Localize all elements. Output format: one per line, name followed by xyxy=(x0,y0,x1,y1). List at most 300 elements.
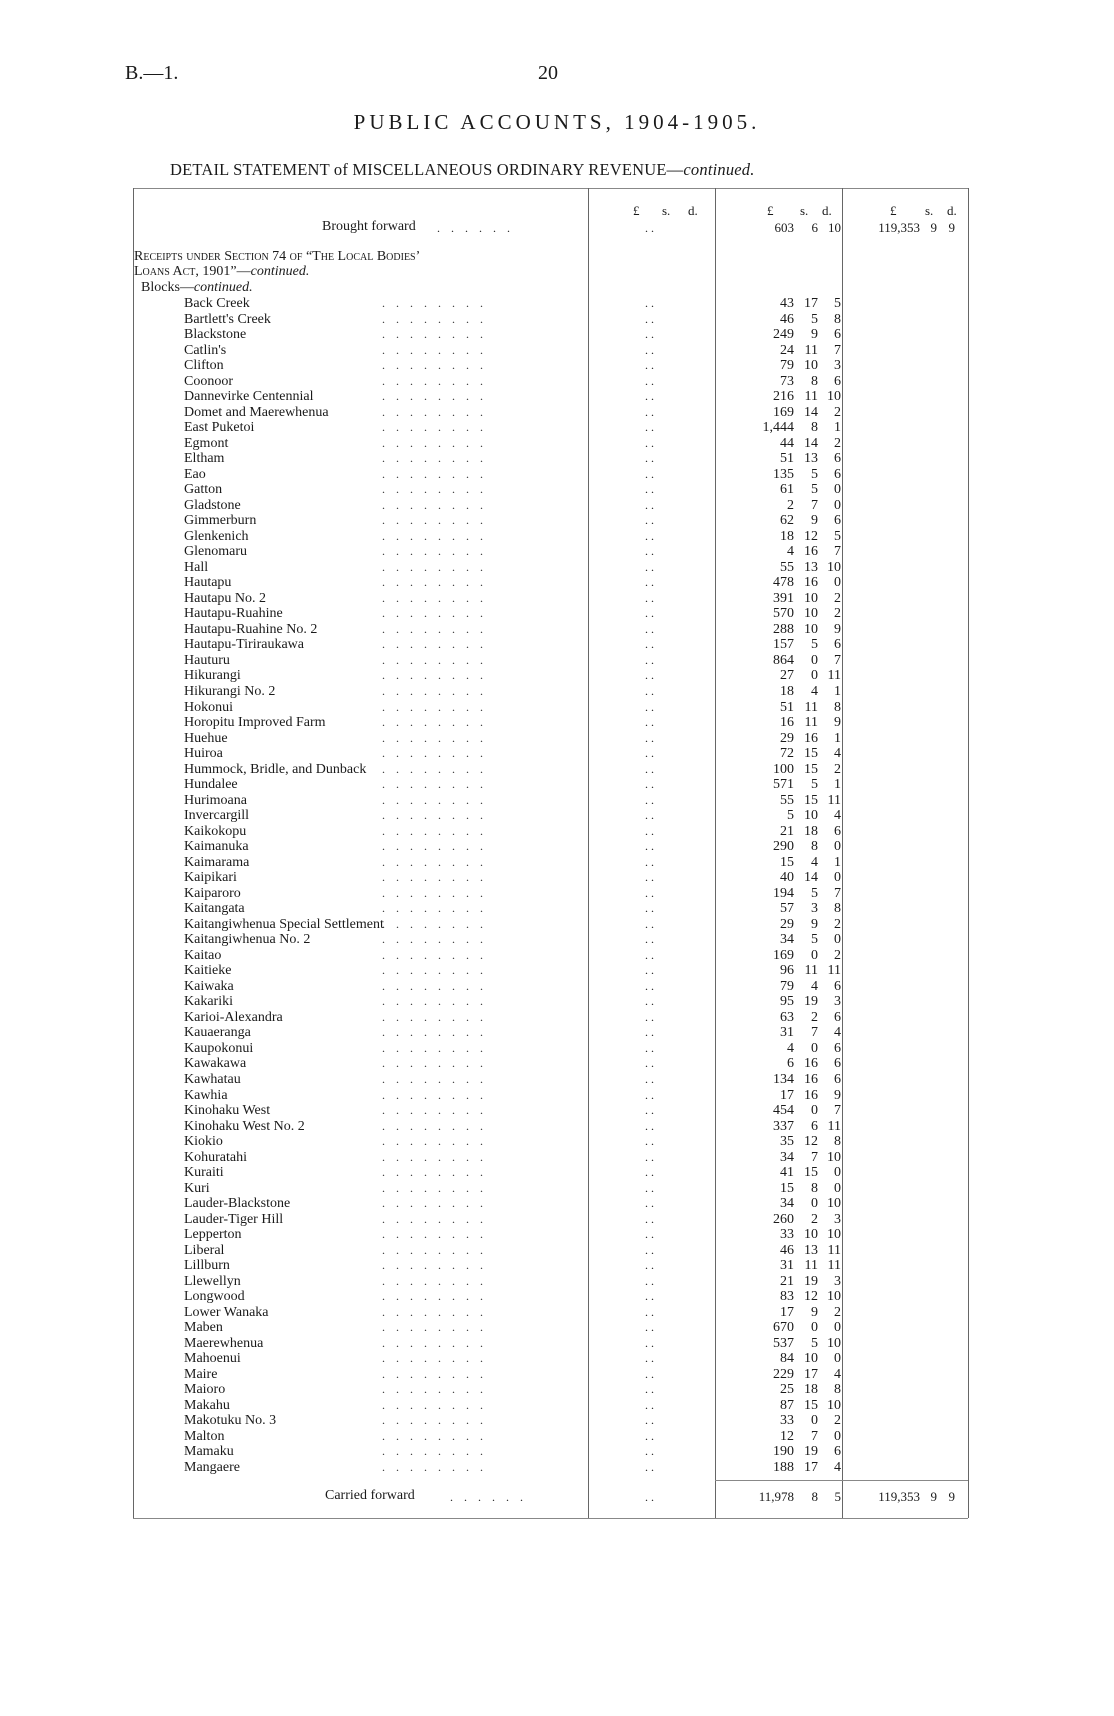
block-shillings: 14 xyxy=(804,404,818,420)
row-col1-blank: . . xyxy=(645,435,654,450)
block-pence: 7 xyxy=(834,544,841,560)
block-pence: 11 xyxy=(827,963,841,979)
page-number: 20 xyxy=(538,62,558,84)
block-shillings: 7 xyxy=(811,1149,818,1165)
brought-forward-col3-pounds: 119,353 xyxy=(878,220,920,235)
brought-forward-label: Brought forward xyxy=(322,219,416,234)
row-col1-blank: . . xyxy=(645,606,654,621)
row-col1-blank: . . xyxy=(645,420,654,435)
block-pounds: 157 xyxy=(773,637,794,653)
row-col1-blank: . . xyxy=(645,1397,654,1412)
block-pence: 8 xyxy=(834,1134,841,1150)
block-pence: 6 xyxy=(834,1040,841,1056)
block-pence: 6 xyxy=(834,451,841,467)
block-shillings: 0 xyxy=(811,652,818,668)
block-pence: 1 xyxy=(834,420,841,436)
row-leader: . . . . . . . . xyxy=(382,435,487,450)
row-leader: . . . . . . . . xyxy=(382,1180,487,1195)
row-leader: . . . . . . . . xyxy=(382,652,487,667)
block-pounds: 21 xyxy=(780,1273,794,1289)
row-leader: . . . . . . . . xyxy=(382,746,487,761)
block-pence: 10 xyxy=(827,389,841,405)
table-row xyxy=(0,451,1114,467)
row-leader: . . . . . . . . xyxy=(382,823,487,838)
row-leader: . . . . . . . . xyxy=(382,342,487,357)
table-row xyxy=(0,932,1114,948)
table-row xyxy=(0,901,1114,917)
block-pounds: 2 xyxy=(787,497,794,513)
block-shillings: 9 xyxy=(811,513,818,529)
row-leader: . . . . . . . . xyxy=(382,916,487,931)
row-leader: . . . . . . . . xyxy=(382,1289,487,1304)
block-pence: 5 xyxy=(834,296,841,311)
block-pence: 4 xyxy=(834,808,841,824)
row-col1-blank: . . xyxy=(645,1180,654,1195)
block-name: Kiokio xyxy=(184,1134,223,1150)
table-row xyxy=(0,513,1114,529)
block-name: Hurimoana xyxy=(184,792,247,808)
block-shillings: 8 xyxy=(811,420,818,436)
table-row xyxy=(0,1320,1114,1336)
block-pounds: 135 xyxy=(773,466,794,482)
block-shillings: 4 xyxy=(811,978,818,994)
table-row xyxy=(0,544,1114,560)
block-pence: 5 xyxy=(834,528,841,544)
row-leader: . . . . . . . . xyxy=(382,1103,487,1118)
block-name: Lillburn xyxy=(184,1258,230,1274)
block-name: Kuri xyxy=(184,1180,210,1196)
carried-forward-col2-shillings: 8 xyxy=(811,1489,818,1504)
block-pounds: 29 xyxy=(780,916,794,932)
row-leader: . . . . . . . . xyxy=(382,1149,487,1164)
block-name: Huehue xyxy=(184,730,228,746)
block-name: Hummock, Bridle, and Dunback xyxy=(184,761,367,777)
col2-pence-header: d. xyxy=(822,203,832,218)
row-leader: . . . . . . . . xyxy=(382,885,487,900)
block-pounds: 95 xyxy=(780,994,794,1010)
row-leader: . . . . . . . . xyxy=(382,1134,487,1149)
block-pounds: 27 xyxy=(780,668,794,684)
block-pounds: 4 xyxy=(787,1040,794,1056)
block-pence: 9 xyxy=(834,715,841,731)
block-pounds: 21 xyxy=(780,823,794,839)
table-row xyxy=(0,405,1114,421)
block-shillings: 6 xyxy=(811,1118,818,1134)
block-pounds: 33 xyxy=(780,1227,794,1243)
block-pence: 8 xyxy=(834,901,841,917)
row-leader: . . . . . . . . xyxy=(382,327,487,342)
block-pence: 8 xyxy=(834,1382,841,1398)
row-col1-blank: . . xyxy=(645,1382,654,1397)
row-leader: . . . . . . . . xyxy=(382,637,487,652)
block-pence: 0 xyxy=(834,1428,841,1444)
block-pounds: 34 xyxy=(780,1196,794,1212)
table-row xyxy=(0,560,1114,576)
block-shillings: 16 xyxy=(804,730,818,746)
block-name: Kawakawa xyxy=(184,1056,247,1072)
table-row xyxy=(0,374,1114,390)
block-name: Kinohaku West No. 2 xyxy=(184,1118,305,1134)
block-name: Malton xyxy=(184,1428,225,1444)
block-pence: 11 xyxy=(827,1258,841,1274)
row-col1-blank: . . xyxy=(645,978,654,993)
row-leader: . . . . . . . . xyxy=(382,668,487,683)
block-pence: 0 xyxy=(834,1180,841,1196)
row-leader: . . . . . . . . xyxy=(382,1040,487,1055)
row-col1-blank: . . xyxy=(645,839,654,854)
row-col1-blank: . . xyxy=(645,932,654,947)
row-col1-blank: . . xyxy=(645,792,654,807)
block-shillings: 0 xyxy=(811,1040,818,1056)
row-col1-blank: . . xyxy=(645,1196,654,1211)
row-col1-blank: . . xyxy=(645,1040,654,1055)
row-leader: . . . . . . . . xyxy=(382,870,487,885)
subtitle-italic: continued. xyxy=(683,160,755,179)
block-shillings: 8 xyxy=(811,839,818,855)
block-shillings: 0 xyxy=(811,1196,818,1212)
table-row xyxy=(0,808,1114,824)
block-pounds: 43 xyxy=(780,296,794,311)
block-pounds: 51 xyxy=(780,451,794,467)
block-name: Karioi-Alexandra xyxy=(184,1009,283,1025)
table-row xyxy=(0,312,1114,328)
section-subheading-italic: continued. xyxy=(193,280,253,295)
block-pence: 10 xyxy=(827,1335,841,1351)
table-row xyxy=(0,1181,1114,1197)
row-col1-blank: . . xyxy=(645,994,654,1009)
carried-forward-col3-pounds: 119,353 xyxy=(878,1489,920,1504)
block-name: Mahoenui xyxy=(184,1351,241,1367)
row-leader: . . . . . . . . xyxy=(382,947,487,962)
carried-forward-col3-pence: 9 xyxy=(948,1489,955,1504)
row-col1-blank: . . xyxy=(645,1320,654,1335)
carried-forward-leader: . . . . . . xyxy=(450,1490,527,1504)
block-pence: 4 xyxy=(834,1366,841,1382)
brought-forward-col3-shillings: 9 xyxy=(930,220,937,235)
block-pounds: 537 xyxy=(773,1335,794,1351)
section-subheading-main: Blocks— xyxy=(141,280,194,295)
block-pence: 7 xyxy=(834,342,841,358)
block-name: Kaimanuka xyxy=(184,839,249,855)
block-shillings: 15 xyxy=(804,761,818,777)
block-name: Eao xyxy=(184,466,206,482)
table-row xyxy=(0,839,1114,855)
block-pounds: 4 xyxy=(787,544,794,560)
block-shillings: 10 xyxy=(804,606,818,622)
block-shillings: 11 xyxy=(804,1258,818,1274)
block-shillings: 0 xyxy=(811,1320,818,1336)
block-pence: 2 xyxy=(834,606,841,622)
table-row xyxy=(0,1336,1114,1352)
row-col1-blank: . . xyxy=(645,1304,654,1319)
col2-shillings-header: s. xyxy=(800,203,809,218)
table-row xyxy=(0,1305,1114,1321)
row-leader: . . . . . . . . xyxy=(382,544,487,559)
col1-shillings-header: s. xyxy=(662,203,671,218)
block-shillings: 10 xyxy=(804,358,818,374)
row-col1-blank: . . xyxy=(645,528,654,543)
row-leader: . . . . . . . . xyxy=(382,777,487,792)
block-name: Hall xyxy=(184,559,209,575)
block-name: Hauturu xyxy=(184,652,230,668)
table-row xyxy=(0,358,1114,374)
block-name: Gimmerburn xyxy=(184,513,257,529)
block-name: Longwood xyxy=(184,1289,245,1305)
row-leader: . . . . . . . . xyxy=(382,730,487,745)
table-row xyxy=(0,389,1114,405)
block-pence: 3 xyxy=(834,994,841,1010)
block-pounds: 16 xyxy=(780,715,794,731)
block-pence: 6 xyxy=(834,513,841,529)
block-pence: 0 xyxy=(834,870,841,886)
row-col1-blank: . . xyxy=(645,668,654,683)
block-pounds: 260 xyxy=(773,1211,794,1227)
block-pence: 10 xyxy=(827,1227,841,1243)
row-leader: . . . . . . . . xyxy=(382,590,487,605)
block-name: Lauder-Tiger Hill xyxy=(184,1211,284,1227)
block-pence: 11 xyxy=(827,1118,841,1134)
row-leader: . . . . . . . . xyxy=(382,1382,487,1397)
table-row xyxy=(0,824,1114,840)
table-row xyxy=(0,1088,1114,1104)
block-shillings: 7 xyxy=(811,1428,818,1444)
table-row xyxy=(0,1196,1114,1212)
block-pounds: 46 xyxy=(780,311,794,327)
block-name: Eltham xyxy=(184,451,225,467)
row-col1-blank: . . xyxy=(645,947,654,962)
block-name: Blackstone xyxy=(184,327,247,343)
row-leader: . . . . . . . . xyxy=(382,808,487,823)
carried-forward-label: Carried forward xyxy=(325,1488,415,1503)
block-pence: 2 xyxy=(834,435,841,451)
block-shillings: 7 xyxy=(811,497,818,513)
block-shillings: 15 xyxy=(804,1165,818,1181)
row-col1-blank: . . xyxy=(645,637,654,652)
table-row xyxy=(0,653,1114,669)
block-shillings: 11 xyxy=(804,342,818,358)
row-leader: . . . . . . . . xyxy=(382,699,487,714)
table-row xyxy=(0,1103,1114,1119)
block-pence: 2 xyxy=(834,916,841,932)
block-pounds: 83 xyxy=(780,1289,794,1305)
block-shillings: 17 xyxy=(804,296,818,311)
row-leader: . . . . . . . . xyxy=(382,606,487,621)
row-col1-blank: . . xyxy=(645,761,654,776)
row-col1-blank: . . xyxy=(645,652,654,667)
block-pence: 10 xyxy=(827,1196,841,1212)
table-row xyxy=(0,1351,1114,1367)
page-title: PUBLIC ACCOUNTS, 1904-1905. xyxy=(353,110,761,134)
block-pence: 4 xyxy=(834,1025,841,1041)
block-name: Invercargill xyxy=(184,808,250,824)
table-row xyxy=(0,1460,1114,1476)
block-pounds: 290 xyxy=(773,839,794,855)
block-pence: 2 xyxy=(834,761,841,777)
row-col1-blank: . . xyxy=(645,777,654,792)
block-name: Kawhatau xyxy=(184,1072,241,1087)
block-name: Catlin's xyxy=(184,342,227,358)
block-name: Kaitangiwhenua Special Settlement xyxy=(184,916,384,932)
row-leader: . . . . . . . . xyxy=(382,1009,487,1024)
row-col1-blank: . . xyxy=(645,1351,654,1366)
block-pence: 1 xyxy=(834,777,841,793)
row-col1-blank: . . xyxy=(645,1056,654,1071)
carried-forward-col2-pence: 5 xyxy=(834,1489,841,1504)
block-shillings: 0 xyxy=(811,1413,818,1429)
row-col1-blank: . . xyxy=(645,1428,654,1443)
row-leader: . . . . . . . . xyxy=(382,1025,487,1040)
table-row xyxy=(0,793,1114,809)
table-row xyxy=(0,1056,1114,1072)
row-leader: . . . . . . . . xyxy=(382,358,487,373)
block-pence: 1 xyxy=(834,854,841,870)
block-name: Maerewhenua xyxy=(184,1335,264,1351)
block-shillings: 11 xyxy=(804,389,818,405)
block-pence: 7 xyxy=(834,1103,841,1119)
block-name: Lower Wanaka xyxy=(184,1304,269,1320)
row-col1-blank: . . xyxy=(645,1413,654,1428)
col3-pence-header: d. xyxy=(947,203,957,218)
block-pence: 2 xyxy=(834,1304,841,1320)
block-pounds: 29 xyxy=(780,730,794,746)
block-shillings: 14 xyxy=(804,435,818,451)
section-subheading xyxy=(141,280,253,296)
block-pence: 6 xyxy=(834,373,841,389)
row-leader: . . . . . . . . xyxy=(382,978,487,993)
block-pence: 0 xyxy=(834,1165,841,1181)
table-row xyxy=(0,1413,1114,1429)
block-shillings: 3 xyxy=(811,901,818,917)
block-shillings: 5 xyxy=(811,311,818,327)
block-pounds: 35 xyxy=(780,1134,794,1150)
block-pounds: 87 xyxy=(780,1397,794,1413)
block-pence: 6 xyxy=(834,466,841,482)
row-col1-blank: . . xyxy=(645,621,654,636)
block-name: Mamaku xyxy=(184,1444,234,1460)
table-row xyxy=(0,1429,1114,1445)
block-pounds: 5 xyxy=(787,808,794,824)
col1-pound-header: £ xyxy=(633,203,640,218)
block-shillings: 0 xyxy=(811,1103,818,1119)
table-row xyxy=(0,963,1114,979)
block-pounds: 454 xyxy=(773,1103,794,1119)
table-row xyxy=(0,637,1114,653)
block-pence: 4 xyxy=(834,1460,841,1475)
table-row xyxy=(0,668,1114,684)
block-shillings: 12 xyxy=(804,1289,818,1305)
block-name: Hundalee xyxy=(184,777,238,793)
table-row xyxy=(0,1134,1114,1150)
col1-pence-header: d. xyxy=(688,203,698,218)
block-pence: 3 xyxy=(834,1211,841,1227)
row-leader: . . . . . . . . xyxy=(382,497,487,512)
row-col1-blank: . . xyxy=(645,373,654,388)
row-col1-blank: . . xyxy=(645,1335,654,1350)
block-pounds: 337 xyxy=(773,1118,794,1134)
row-col1-blank: . . xyxy=(645,699,654,714)
table-row xyxy=(0,994,1114,1010)
block-shillings: 11 xyxy=(804,963,818,979)
block-name: Kaitangiwhenua No. 2 xyxy=(184,932,311,948)
row-col1-blank: . . xyxy=(645,1025,654,1040)
table-row xyxy=(0,1398,1114,1414)
table-row xyxy=(0,746,1114,762)
block-pounds: 44 xyxy=(780,435,794,451)
table-row xyxy=(0,482,1114,498)
block-pounds: 194 xyxy=(773,885,794,901)
table-row xyxy=(0,1165,1114,1181)
carried-forward-col1: . . xyxy=(645,1490,654,1504)
block-name: Hautapu No. 2 xyxy=(184,590,267,606)
block-name: Hikurangi No. 2 xyxy=(184,684,276,699)
block-name: Makahu xyxy=(184,1397,230,1413)
row-col1-blank: . . xyxy=(645,451,654,466)
block-name: Egmont xyxy=(184,435,229,451)
block-pence: 11 xyxy=(827,668,841,684)
row-leader: . . . . . . . . xyxy=(382,1211,487,1226)
row-col1-blank: . . xyxy=(645,1103,654,1118)
block-pence: 6 xyxy=(834,823,841,839)
row-leader: . . . . . . . . xyxy=(382,761,487,776)
block-name: East Puketoi xyxy=(184,420,255,436)
table-row xyxy=(0,886,1114,902)
block-pence: 6 xyxy=(834,1009,841,1025)
block-pence: 10 xyxy=(827,1149,841,1165)
row-leader: . . . . . . . . xyxy=(382,1196,487,1211)
block-name: Maire xyxy=(184,1366,218,1382)
block-pence: 3 xyxy=(834,358,841,374)
row-leader: . . . . . . . . xyxy=(382,994,487,1009)
block-pounds: 79 xyxy=(780,978,794,994)
block-shillings: 16 xyxy=(804,544,818,560)
block-pounds: 40 xyxy=(780,870,794,886)
carried-forward-col2-pounds: 11,978 xyxy=(758,1489,794,1504)
block-shillings: 10 xyxy=(804,1351,818,1367)
block-pounds: 46 xyxy=(780,1242,794,1258)
block-pounds: 216 xyxy=(773,389,794,405)
block-pence: 7 xyxy=(834,885,841,901)
block-name: Hautapu xyxy=(184,575,232,591)
block-pounds: 57 xyxy=(780,901,794,917)
block-pounds: 61 xyxy=(780,482,794,498)
block-pounds: 249 xyxy=(773,327,794,343)
row-col1-blank: . . xyxy=(645,389,654,404)
block-name: Glenomaru xyxy=(184,544,247,560)
block-shillings: 10 xyxy=(804,621,818,637)
block-shillings: 9 xyxy=(811,916,818,932)
block-shillings: 14 xyxy=(804,870,818,886)
table-row xyxy=(0,870,1114,886)
block-shillings: 16 xyxy=(804,575,818,591)
table-row xyxy=(0,467,1114,483)
row-leader: . . . . . . . . xyxy=(382,684,487,698)
block-pounds: 72 xyxy=(780,746,794,762)
block-name: Gladstone xyxy=(184,497,241,513)
block-pounds: 12 xyxy=(780,1428,794,1444)
row-leader: . . . . . . . . xyxy=(382,575,487,590)
row-leader: . . . . . . . . xyxy=(382,404,487,419)
block-pounds: 864 xyxy=(773,652,794,668)
block-pounds: 670 xyxy=(773,1320,794,1336)
block-pounds: 288 xyxy=(773,621,794,637)
row-leader: . . . . . . . . xyxy=(382,1335,487,1350)
block-pence: 2 xyxy=(834,590,841,606)
row-leader: . . . . . . . . xyxy=(382,1056,487,1071)
row-col1-blank: . . xyxy=(645,1134,654,1149)
block-pounds: 31 xyxy=(780,1258,794,1274)
block-name: Kaimarama xyxy=(184,854,250,870)
block-pence: 2 xyxy=(834,947,841,963)
